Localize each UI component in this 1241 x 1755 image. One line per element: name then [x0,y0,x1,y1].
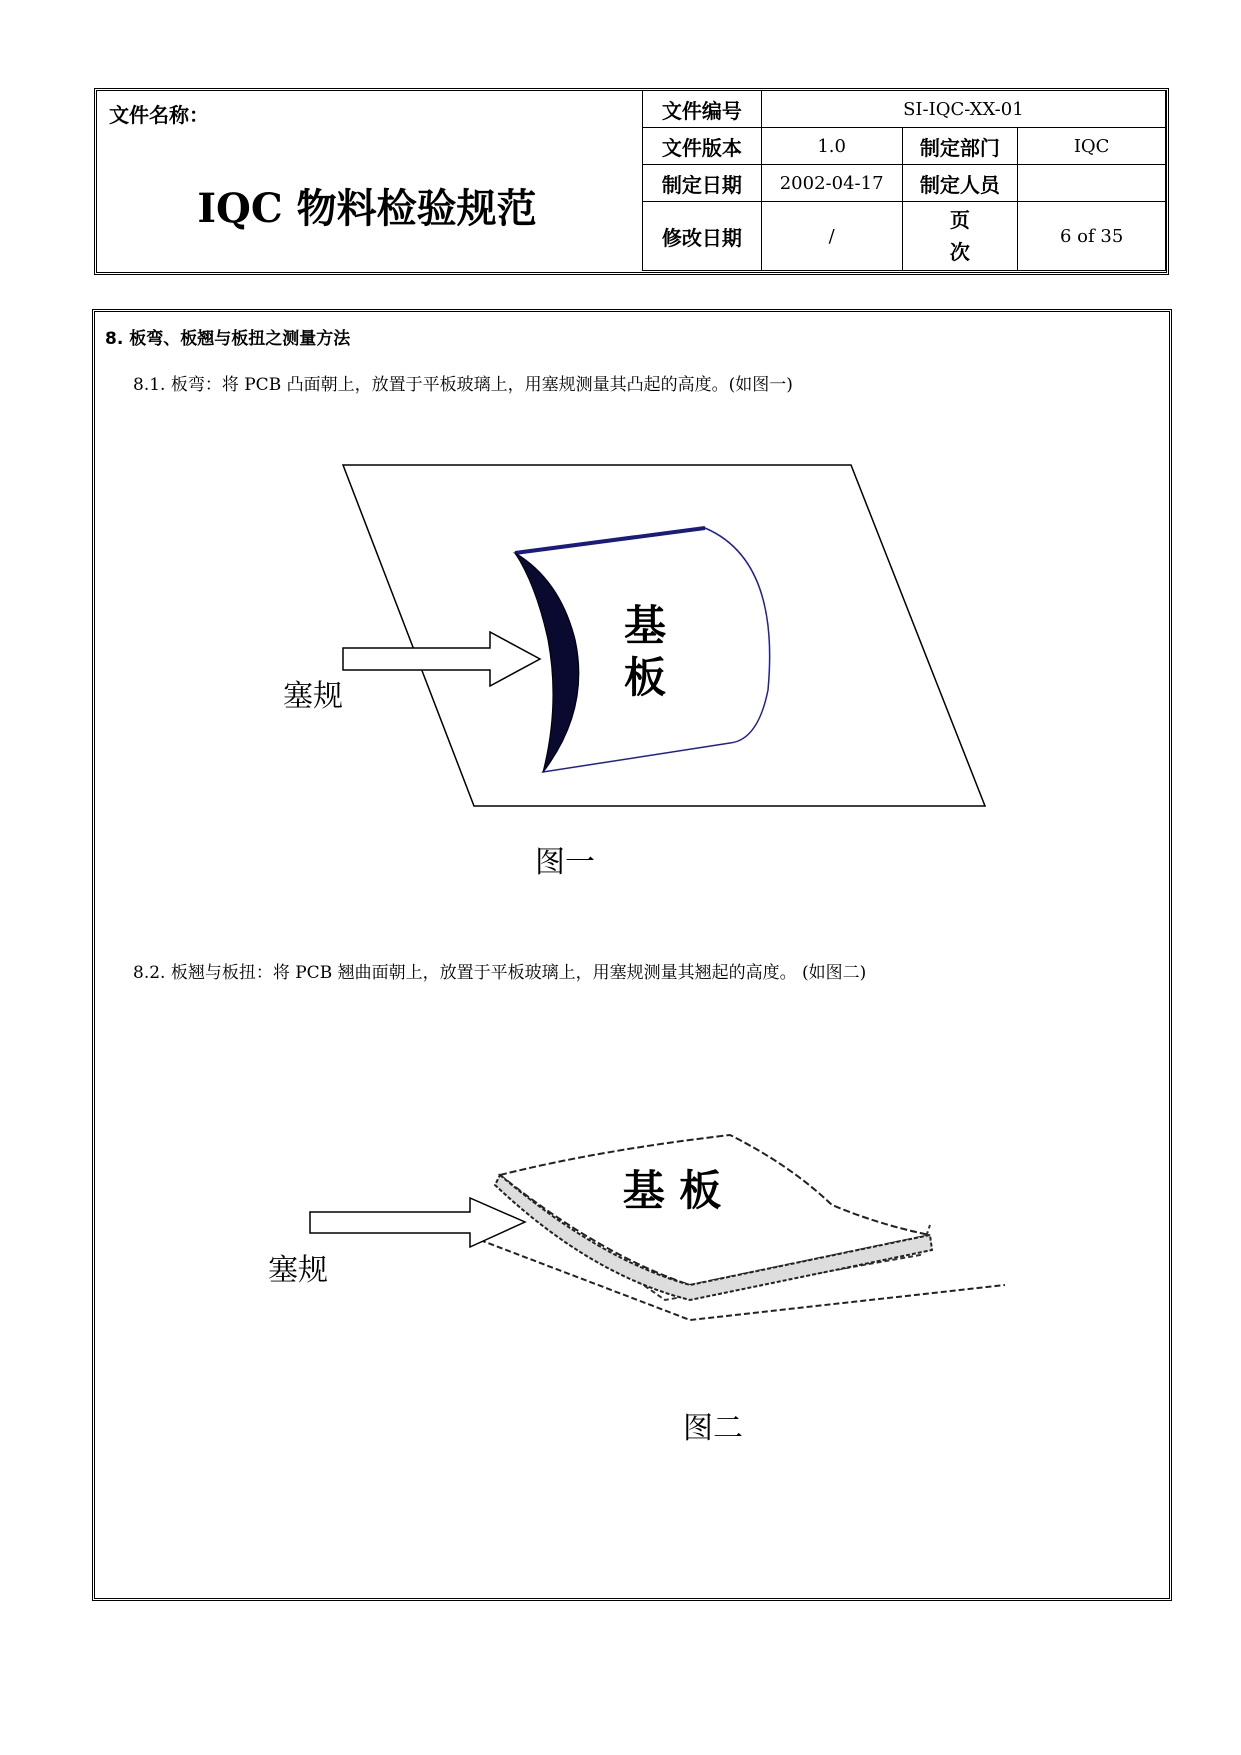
page-label-1: 页 [949,208,970,232]
fig2-caption: 图二 [683,1411,743,1446]
doc-title: IQC 物料检验规范 [197,185,537,232]
file-no-label: 文件编号 [643,91,762,128]
dept-label: 制定部门 [902,128,1018,165]
fig2-gauge-label: 塞规 [268,1253,328,1288]
fig2-arrow [310,1198,525,1247]
dept-value: IQC [1018,128,1166,165]
fig1-gauge-label: 塞规 [283,679,343,714]
version-label: 文件版本 [643,128,762,165]
revision-value: / [761,202,902,271]
fig1-board-char-2: 板 [623,653,667,702]
section-heading: 8. 板弯、板翘与板扭之测量方法 [105,329,351,349]
fig2-board-label: 基 板 [622,1166,722,1215]
file-no-value: SI-IQC-XX-01 [761,91,1165,128]
doc-name-label: 文件名称： [109,103,209,127]
author-label: 制定人员 [902,165,1018,202]
fig1-board-char-1: 基 [623,601,667,650]
date-label: 制定日期 [643,165,762,202]
date-value: 2002-04-17 [761,165,902,202]
paragraph-8-2: 8.2. 板翘与板扭：将 PCB 翘曲面朝上，放置于平板玻璃上，用塞规测量其翘起的高度。 (如图二) [133,963,867,983]
paragraph-8-1: 8.1. 板弯：将 PCB 凸面朝上，放置于平板玻璃上，用塞规测量其凸起的高度。(如图一) [133,375,793,395]
page-value: 6 of 35 [1018,202,1166,271]
version-value: 1.0 [761,128,902,165]
revision-label: 修改日期 [643,202,762,271]
fig1-caption: 图一 [535,845,595,880]
page-label-2: 次 [949,240,970,264]
